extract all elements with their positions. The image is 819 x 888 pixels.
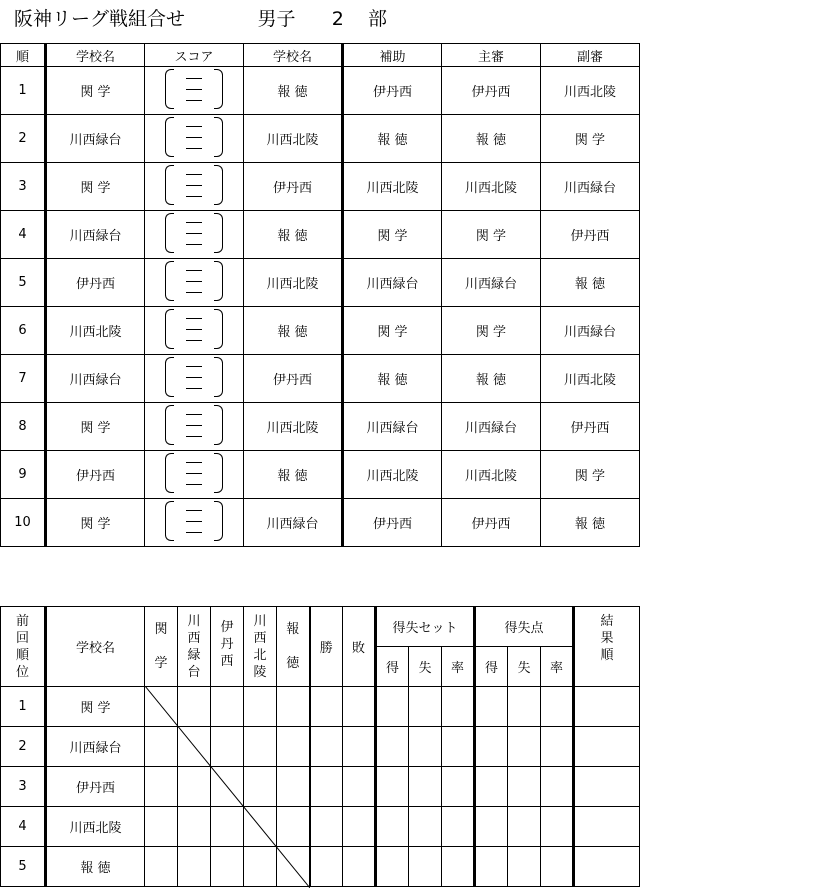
assist-school: 川西緑台 [343,403,442,451]
point-lose-cell [508,807,541,847]
header-vs-kawanishi-midoridai [178,607,211,687]
point-gain-cell [475,687,508,727]
set-gain-cell [376,807,409,847]
score-dash [186,292,202,293]
sub-referee-school: 関 学 [541,451,640,499]
sub-referee-school: 関 学 [541,115,640,163]
assist-school: 伊丹西 [343,67,442,115]
school-a: 伊丹西 [46,451,145,499]
match-result-cell [178,807,211,847]
header-wins: 勝 [310,607,343,687]
header-prev-rank-char: 順 [15,647,29,663]
point-gain-cell [475,727,508,767]
score-dash [186,270,202,271]
score-box [145,499,244,547]
point-rate-cell [541,727,574,767]
header-set-lose: 失 [409,647,442,687]
header-vs-char: 西 [220,654,234,669]
wins-cell [310,767,343,807]
header-score: スコア [145,44,244,67]
right-paren [214,357,223,397]
match-result-cell [178,847,211,887]
schedule-row [1,67,640,115]
match-result-cell [145,687,178,727]
set-lose-cell [409,847,442,887]
school-name: 報 徳 [46,847,145,887]
score-dash [186,318,202,319]
score-dash [186,532,202,533]
header-school: 学校名 [46,607,145,687]
match-result-cell [244,847,277,887]
match-result-cell [277,687,310,727]
result-rank-cell [574,727,640,767]
score-dash [186,510,202,511]
score-bracket [165,357,223,397]
standings-row [1,727,640,767]
set-lose-cell [409,767,442,807]
school-a: 川西緑台 [46,211,145,259]
match-order: 5 [1,259,46,307]
set-lose-cell [409,687,442,727]
score-dash [186,78,202,79]
losses-cell [343,767,376,807]
standings-row [1,767,640,807]
left-paren [165,501,174,541]
school-b: 報 徳 [244,211,343,259]
point-rate-cell [541,847,574,887]
main-referee-school: 川西緑台 [442,259,541,307]
header-prev-rank-char: 位 [15,664,29,680]
wins-cell [310,807,343,847]
main-referee-school: 報 徳 [442,355,541,403]
score-dash [186,462,202,463]
prev-rank: 3 [1,767,46,807]
title-main: 阪神リーグ戦組合せ [14,8,186,30]
score-box [145,307,244,355]
match-order: 6 [1,307,46,355]
right-paren [214,453,223,493]
standings-row [1,807,640,847]
score-dash [186,185,202,186]
right-paren [214,213,223,253]
header-result-char: 果 [600,630,614,646]
set-gain-cell [376,847,409,887]
losses-cell [343,807,376,847]
score-dash [186,244,202,245]
header-school-b: 学校名 [244,44,343,67]
left-paren [165,213,174,253]
header-order: 順 [1,44,46,67]
prev-rank: 2 [1,727,46,767]
losses-cell [343,847,376,887]
match-order: 4 [1,211,46,259]
header-vs-hotoku [277,607,310,687]
score-box [145,259,244,307]
header-vs-char: 関 [154,622,168,637]
school-b: 川西北陵 [244,259,343,307]
header-point-gain: 得 [475,647,508,687]
sub-referee-school: 報 徳 [541,499,640,547]
header-vs-char: 西 [253,630,267,646]
school-b: 報 徳 [244,451,343,499]
schedule-row [1,307,640,355]
match-result-cell [244,727,277,767]
header-losses: 敗 [343,607,376,687]
match-result-cell [211,847,244,887]
header-result-char: 結 [600,613,614,629]
header-vs-char: 丹 [220,637,234,652]
header-vs-kawanishi-hokuryo [244,607,277,687]
score-dash [186,233,202,234]
point-lose-cell [508,687,541,727]
main-referee-school: 川西北陵 [442,163,541,211]
score-box [145,67,244,115]
score-bracket [165,69,223,109]
match-result-cell [145,727,178,767]
score-dash [186,436,202,437]
prev-rank: 4 [1,807,46,847]
match-result-cell [178,767,211,807]
score-bracket [165,501,223,541]
school-b: 川西緑台 [244,499,343,547]
main-referee-school: 伊丹西 [442,67,541,115]
match-result-cell [244,687,277,727]
schedule-row [1,355,640,403]
main-referee-school: 伊丹西 [442,499,541,547]
assist-school: 報 徳 [343,115,442,163]
header-vs-char: 報 [286,622,300,637]
result-rank-cell [574,687,640,727]
score-dash [186,281,202,282]
school-a: 関 学 [46,403,145,451]
assist-school: 関 学 [343,307,442,355]
header-point-lose: 失 [508,647,541,687]
header-vs-char: 伊 [220,620,234,635]
point-rate-cell [541,767,574,807]
header-vs-char: 川 [187,613,201,629]
assist-school: 報 徳 [343,355,442,403]
match-order: 8 [1,403,46,451]
title-gender: 男子 [257,8,296,30]
header-prev-rank-char: 回 [15,630,29,646]
header-vs-char: 台 [187,664,201,680]
main-referee-school: 報 徳 [442,115,541,163]
page-title [14,4,387,31]
match-order: 1 [1,67,46,115]
set-rate-cell [442,847,475,887]
schedule-table [0,43,640,547]
match-result-cell [277,847,310,887]
sub-referee-school: 報 徳 [541,259,640,307]
main-referee-school: 関 学 [442,307,541,355]
set-lose-cell [409,727,442,767]
left-paren [165,117,174,157]
point-lose-cell [508,847,541,887]
school-b: 伊丹西 [244,163,343,211]
match-result-cell [145,807,178,847]
wins-cell [310,847,343,887]
header-result-char: 順 [600,647,614,663]
match-result-cell [211,687,244,727]
match-result-cell [178,687,211,727]
assist-school: 伊丹西 [343,499,442,547]
left-paren [165,405,174,445]
result-rank-cell [574,807,640,847]
header-set-diff: 得失セット [376,607,475,647]
score-box [145,211,244,259]
school-b: 川西北陵 [244,403,343,451]
score-dash [186,100,202,101]
school-a: 川西緑台 [46,355,145,403]
point-lose-cell [508,767,541,807]
standings-header-row-1 [1,607,640,647]
sub-referee-school: 川西北陵 [541,67,640,115]
score-bracket [165,405,223,445]
header-vs-char: 緑 [187,647,201,663]
match-order: 9 [1,451,46,499]
title-division-number: 2 [331,8,344,30]
score-bracket [165,309,223,349]
title-division-label: 部 [368,8,388,30]
match-result-cell [178,727,211,767]
header-point-rate: 率 [541,647,574,687]
standings-row [1,847,640,887]
result-rank-cell [574,847,640,887]
score-box [145,451,244,499]
header-vs-kangaku [145,607,178,687]
school-a: 関 学 [46,499,145,547]
score-box [145,163,244,211]
assist-school: 川西北陵 [343,451,442,499]
schedule-row [1,451,640,499]
left-paren [165,309,174,349]
school-b: 報 徳 [244,307,343,355]
header-sub-referee: 副審 [541,44,640,67]
header-prev-rank [1,607,46,687]
main-referee-school: 川西北陵 [442,451,541,499]
header-set-rate: 率 [442,647,475,687]
score-dash [186,329,202,330]
point-gain-cell [475,807,508,847]
header-point-diff: 得失点 [475,607,574,647]
point-lose-cell [508,727,541,767]
score-dash [186,366,202,367]
score-bracket [165,117,223,157]
set-rate-cell [442,767,475,807]
losses-cell [343,727,376,767]
score-dash [186,473,202,474]
set-lose-cell [409,807,442,847]
header-vs-char: 陵 [253,664,267,680]
score-dash [186,148,202,149]
header-prev-rank-char: 前 [15,613,29,629]
match-result-cell [145,847,178,887]
set-rate-cell [442,807,475,847]
left-paren [165,261,174,301]
match-result-cell [244,767,277,807]
score-dash [186,340,202,341]
school-b: 川西北陵 [244,115,343,163]
match-result-cell [211,767,244,807]
score-dash [186,137,202,138]
result-rank-cell [574,767,640,807]
right-paren [214,69,223,109]
left-paren [165,357,174,397]
score-box [145,115,244,163]
school-a: 関 学 [46,163,145,211]
header-vs-char: 川 [253,613,267,629]
header-result-rank [574,607,640,687]
match-result-cell [244,807,277,847]
match-result-cell [277,727,310,767]
school-a: 川西緑台 [46,115,145,163]
right-paren [214,165,223,205]
score-dash [186,484,202,485]
right-paren [214,261,223,301]
schedule-row [1,115,640,163]
header-vs-char: 徳 [286,656,300,671]
wins-cell [310,687,343,727]
set-gain-cell [376,767,409,807]
left-paren [165,69,174,109]
match-order: 7 [1,355,46,403]
score-dash [186,126,202,127]
schedule-row [1,211,640,259]
sub-referee-school: 川西緑台 [541,307,640,355]
header-vs-itami-nishi [211,607,244,687]
match-result-cell [145,767,178,807]
school-b: 報 徳 [244,67,343,115]
point-gain-cell [475,847,508,887]
score-dash [186,414,202,415]
wins-cell [310,727,343,767]
set-gain-cell [376,727,409,767]
point-gain-cell [475,767,508,807]
score-box [145,355,244,403]
losses-cell [343,687,376,727]
right-paren [214,405,223,445]
right-paren [214,501,223,541]
right-paren [214,117,223,157]
match-order: 10 [1,499,46,547]
left-paren [165,165,174,205]
set-rate-cell [442,687,475,727]
school-b: 伊丹西 [244,355,343,403]
school-a: 伊丹西 [46,259,145,307]
score-dash [186,521,202,522]
sub-referee-school: 川西北陵 [541,355,640,403]
right-paren [214,309,223,349]
score-bracket [165,261,223,301]
sub-referee-school: 川西緑台 [541,163,640,211]
set-rate-cell [442,727,475,767]
score-bracket [165,165,223,205]
standings-table [0,606,640,887]
main-referee-school: 関 学 [442,211,541,259]
score-bracket [165,453,223,493]
score-dash [186,388,202,389]
set-gain-cell [376,687,409,727]
sub-referee-school: 伊丹西 [541,211,640,259]
match-result-cell [211,807,244,847]
school-name: 川西緑台 [46,727,145,767]
school-name: 関 学 [46,687,145,727]
match-order: 2 [1,115,46,163]
schedule-row [1,403,640,451]
header-set-gain: 得 [376,647,409,687]
header-vs-char: 北 [253,647,267,663]
left-paren [165,453,174,493]
sub-referee-school: 伊丹西 [541,403,640,451]
score-dash [186,222,202,223]
assist-school: 川西緑台 [343,259,442,307]
score-box [145,403,244,451]
school-a: 関 学 [46,67,145,115]
school-name: 川西北陵 [46,807,145,847]
school-name: 伊丹西 [46,767,145,807]
match-order: 3 [1,163,46,211]
assist-school: 川西北陵 [343,163,442,211]
match-result-cell [277,807,310,847]
score-dash [186,425,202,426]
main-referee-school: 川西緑台 [442,403,541,451]
schedule-row [1,499,640,547]
header-vs-char: 学 [154,656,168,671]
score-dash [186,377,202,378]
header-assist: 補助 [343,44,442,67]
point-rate-cell [541,687,574,727]
score-dash [186,89,202,90]
match-result-cell [277,767,310,807]
score-dash [186,196,202,197]
schedule-row [1,259,640,307]
match-result-cell [211,727,244,767]
schedule-header-row [1,44,640,67]
header-vs-char: 西 [187,630,201,646]
assist-school: 関 学 [343,211,442,259]
prev-rank: 1 [1,687,46,727]
prev-rank: 5 [1,847,46,887]
header-school-a: 学校名 [46,44,145,67]
point-rate-cell [541,807,574,847]
score-dash [186,174,202,175]
standings-row [1,687,640,727]
score-bracket [165,213,223,253]
schedule-row [1,163,640,211]
school-a: 川西北陵 [46,307,145,355]
header-main-referee: 主審 [442,44,541,67]
